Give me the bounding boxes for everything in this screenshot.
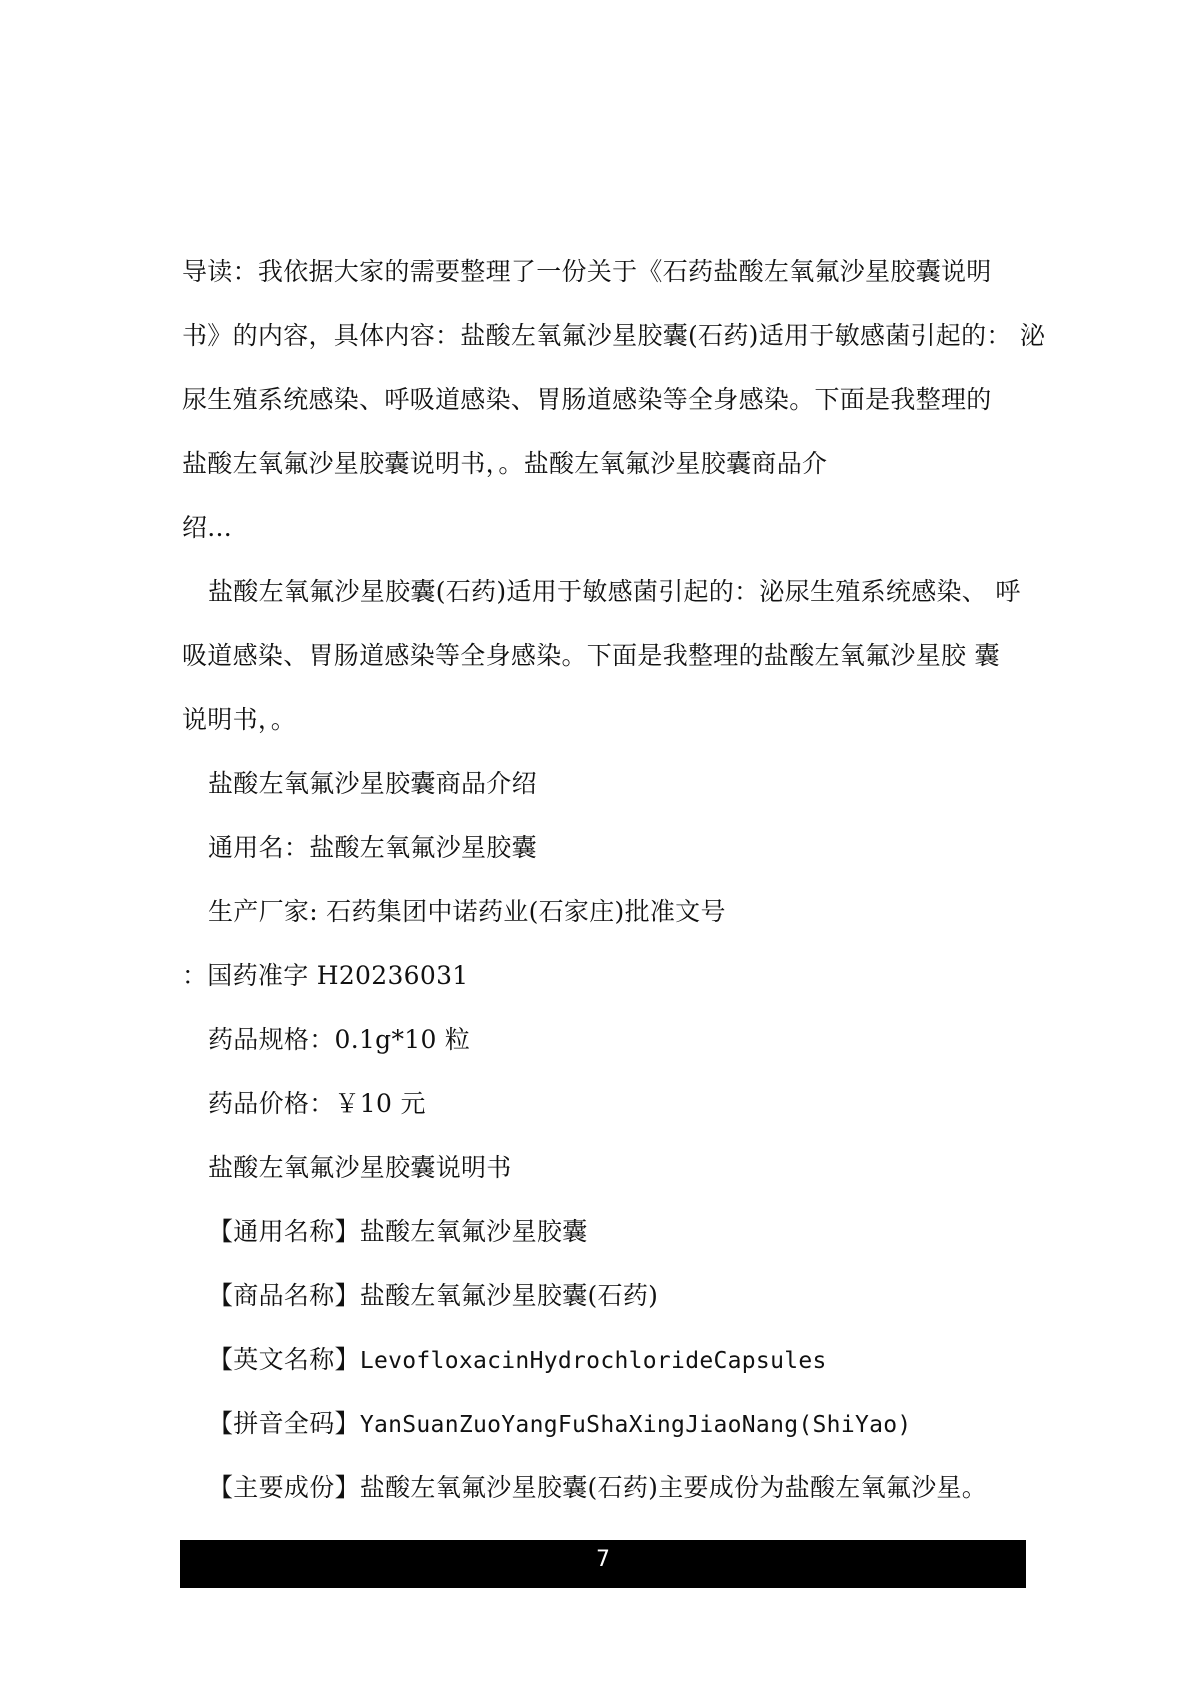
intro-line-1: 导读：我依据大家的需要整理了一份关于《石药盐酸左氧氟沙星胶囊说明 (182, 257, 992, 286)
intro-line-3: 尿生殖系统感染、呼吸道感染、胃肠道感染等全身感染。下面是我整理的 (182, 385, 992, 414)
manual-heading: 盐酸左氧氟沙星胶囊说明书 (208, 1153, 512, 1182)
document-body (182, 240, 1046, 1520)
page-number (180, 1540, 1026, 1588)
para2-line-2: 吸道感染、胃肠道感染等全身感染。下面是我整理的盐酸左氧氟沙星胶 囊 (182, 641, 1000, 670)
field-generic-name: 【通用名称】盐酸左氧氟沙星胶囊 (208, 1217, 588, 1246)
field-english-name (182, 1328, 1022, 1392)
field-trade-name: 【商品名称】盐酸左氧氟沙星胶囊(石药) (208, 1281, 659, 1310)
english-name-value: LevofloxacinHydrochlorideCapsules (359, 1348, 827, 1374)
english-name-label: 【英文名称】 (208, 1345, 360, 1374)
footer-bar (180, 1540, 1026, 1588)
intro-line-2: 书》的内容，具体内容：盐酸左氧氟沙星胶囊(石药)适用于敏感菌引起的： 泌 (182, 321, 1046, 350)
pinyin-label: 【拼音全码】 (208, 1409, 360, 1438)
field-pinyin (182, 1392, 1022, 1456)
generic-name-line: 通用名：盐酸左氧氟沙星胶囊 (208, 833, 537, 862)
specification-line: 药品规格：0.1g*10 粒 (208, 1025, 471, 1054)
page-number-text: 7 (596, 1547, 610, 1572)
para2-line-3: 说明书，。 (182, 705, 297, 734)
para2-line-1: 盐酸左氧氟沙星胶囊(石药)适用于敏感菌引起的：泌尿生殖系统感染、 呼 (208, 577, 1021, 606)
product-intro-heading: 盐酸左氧氟沙星胶囊商品介绍 (208, 769, 537, 798)
price-line: 药品价格：￥10 元 (208, 1089, 426, 1118)
manufacturer-line: 生产厂家: 石药集团中诺药业(石家庄)批准文号 (208, 897, 726, 926)
intro-line-5: 绍... (182, 513, 233, 542)
intro-line-4: 盐酸左氧氟沙星胶囊说明书，。盐酸左氧氟沙星胶囊商品介 (182, 449, 828, 478)
pinyin-value: YanSuanZuoYangFuShaXingJiaoNang(ShiYao) (359, 1412, 912, 1438)
field-ingredients: 【主要成份】盐酸左氧氟沙星胶囊(石药)主要成份为盐酸左氧氟沙星。 (208, 1473, 988, 1502)
approval-number-line: ：国药准字 H20236031 (182, 961, 469, 990)
